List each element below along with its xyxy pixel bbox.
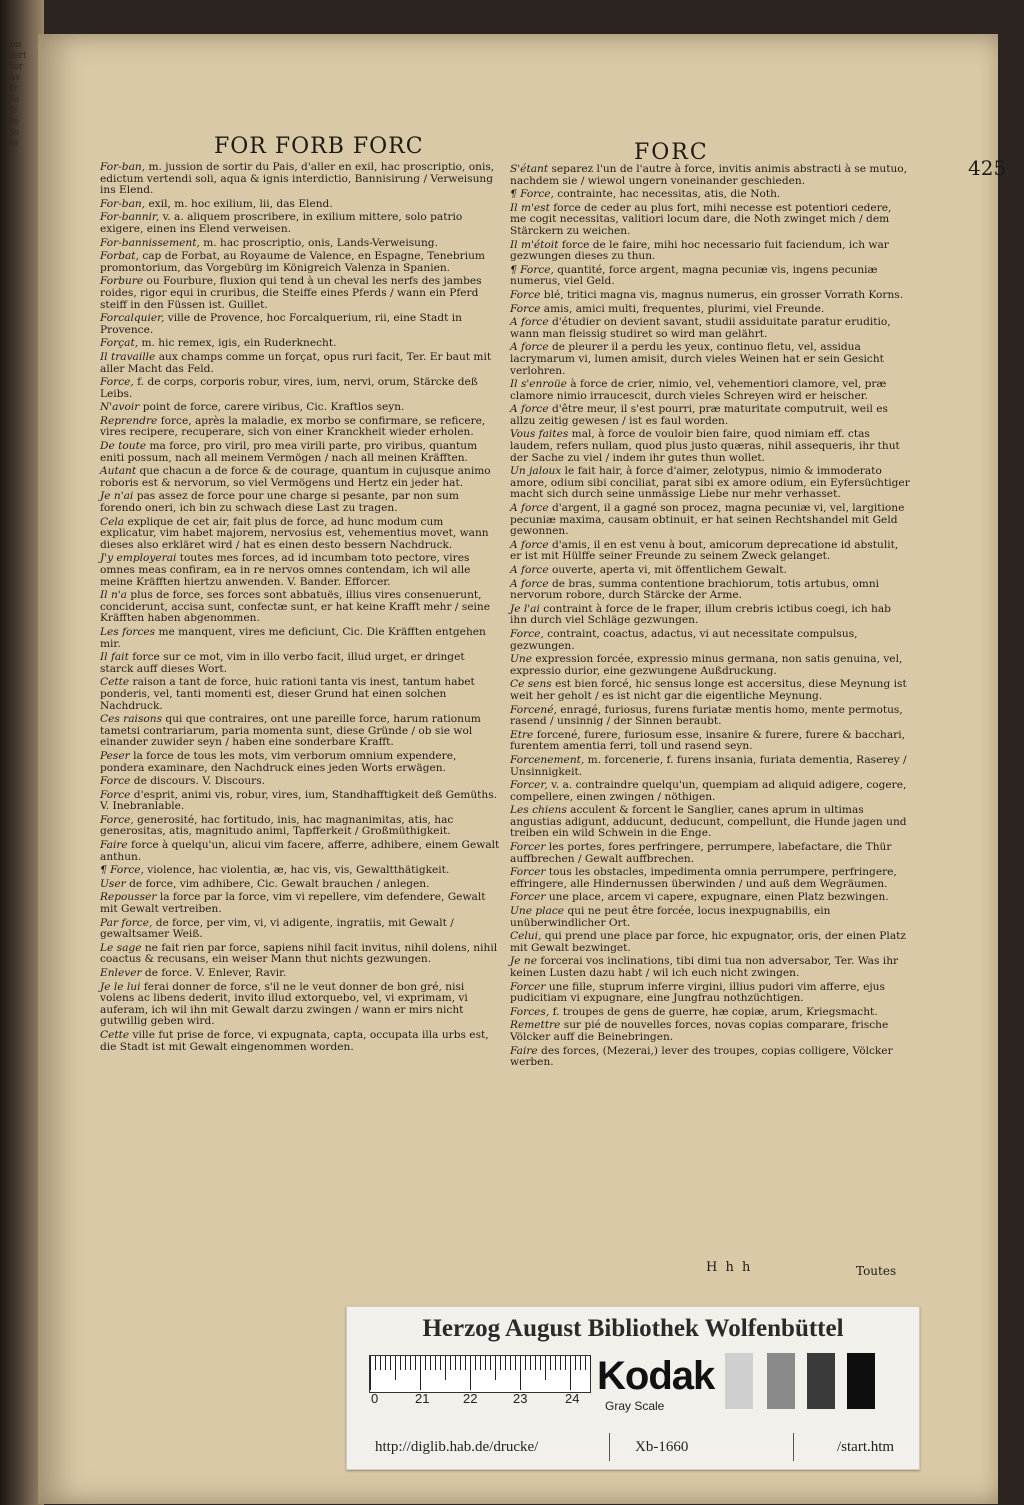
dictionary-entry [100,982,500,1028]
entry-text: le fait hair, à force d'aimer, zelotypus, nimio & immoderato amore, odium sibi conciliat, parat sibi ex amore odium, ein Eyfersüchtiger macht sich durch seine unmässige Liebe nur mehr verhasset. [510,465,910,501]
entry-text: de force. V. Enlever, Ravir. [144,967,287,979]
entry-text: f. troupes de gens de guerre, hæ copiæ, arum, Kriegsmacht. [552,1005,878,1018]
entry-text: forcené, furere, furiosum esse, insanire & furere, furere & bacchari, furentem amentia ferri, toll und rasend seyn. [510,728,905,753]
ruler-tick [400,1356,401,1370]
ruler-tick [440,1356,441,1370]
ruler-tick [380,1356,381,1370]
entry-headword: Un jaloux [510,465,562,478]
entry-text: tous les obstacles, impedimenta omnia perrumpere, perfringere, effringere, alle Hindernussen überwinden / und auß dem Wegräumen. [510,866,897,890]
dictionary-entry [100,517,500,552]
entry-text: force à quelqu'un, alicui vim facere, afferre, adhibere, einem Gewalt anthun. [100,839,500,863]
dictionary-entry [100,943,500,966]
start-url: /start.htm [837,1439,895,1455]
label-url-row [347,1433,919,1461]
entry-headword: Je n'ai [100,490,134,503]
ruler-numbers [369,1391,589,1409]
entry-headword: Faire [100,839,128,852]
ruler-tick [500,1356,501,1370]
entry-text: une fille, stuprum inferre virgini, illius pudori vim afferre, ejus pudicitiam vi expugnare, eine Jungfrau nothzüchtigen. [510,980,885,1005]
entry-text: forcerai vos inclinations, tibi dimi tua non adversabor, Ter. Was ihr keinen Lusten dazu habt / wil ich euch nicht zwingen. [510,955,899,979]
entry-headword: Forcer, [510,779,548,792]
entry-headword: Les chiens [510,804,567,817]
entry-text: à force de crier, nimio, vel, vehementiori clamore, vel, præ clamore nimio irraucescit, durch vieles Schreyen wird er heischer. [510,378,887,402]
entry-text: contraint, coactus, adactus, vi aut necessitate compulsus, gezwungen. [510,627,858,652]
dictionary-entry [510,931,910,954]
entry-headword: Je ne [510,955,537,968]
dictionary-page [38,34,1007,1504]
dictionary-entry [100,892,500,915]
ruler-tick [540,1356,541,1370]
entry-text: raison a tant de force, huic rationi tanta vis inest, tantum habet ponderis, vel, tanti momenti est, dieser Grund hat einen solchen Nachdruck. [100,676,475,712]
entry-headword: Remettre [510,1019,561,1032]
entry-text: ferai donner de force, s'il ne le veut donner de bon gré, nisi volens ac libens dederit, invito illud extorquebo, vel, vi exprimam, vi auferam, ich wil ihn mit Gewalt darzu zwingen / wann er mirs nicht gutwillig geben wird. [100,980,468,1028]
ruler-number: 0 [371,1391,379,1406]
dictionary-entry [510,290,910,302]
entry-headword: Force, [510,627,544,640]
dictionary-entry [510,1020,910,1043]
ruler-tick [405,1356,406,1370]
entry-headword: Forcer [510,980,546,993]
entry-headword: Forçat, [100,337,139,350]
ruler-tick [575,1356,576,1370]
entry-headword: Cela [100,515,125,528]
ruler-tick [470,1356,471,1390]
entry-text: force de ceder au plus fort, mihi necesse est potentiori cedere, me cogit necessitas, valitiori locum dare, die Noth zwinget mich / dem Stärckern zu weichen. [510,201,892,237]
entry-headword: Faire [510,1044,538,1057]
entry-text: les portes, fores perfringere, perrumpere, labefactare, die Thür auffbrechen / Gewalt auffbrechen. [510,841,892,865]
dictionary-entry [100,714,500,749]
dictionary-entry [510,892,910,904]
dictionary-entry [510,629,910,652]
ruler-tick [515,1356,516,1370]
dictionary-entry [510,730,910,753]
entry-headword: Reprendre [100,414,158,427]
dictionary-entry [510,579,910,602]
dictionary-entry [100,627,500,650]
entry-headword: Force [510,302,541,315]
entry-text: contrainte, hac necessitas, atis, die Noth. [557,188,781,201]
entry-text: f. de corps, corporis robur, vires, ium, nervi, orum, Stärcke deß Leibs. [100,376,478,400]
dictionary-entry [510,780,910,803]
ruler-tick [545,1356,546,1380]
running-head-left: FOR FORB FORC [214,134,424,159]
dictionary-entry [100,212,500,235]
gray-scale-caption: Gray Scale [605,1399,665,1413]
ruler-tick [495,1356,496,1380]
gray-swatch [847,1353,875,1409]
entry-headword: A force [510,577,549,590]
gray-swatch [767,1353,795,1409]
ruler-number: 23 [513,1391,528,1406]
entry-text: de force, vim adhibere, Cic. Gewalt brauchen / anlegen. [129,877,430,890]
dictionary-entry [100,441,500,464]
entry-headword: Forcer [510,866,546,879]
ruler-tick [525,1356,526,1370]
ruler-tick [585,1356,586,1370]
entry-headword: Il m'est [510,201,550,214]
dictionary-entry [510,705,910,728]
dictionary-entry [510,304,910,316]
ruler-tick [480,1356,481,1370]
entry-text: des forces, (Mezerai,) lever des troupes, copias colligere, Völcker werben. [510,1044,893,1069]
kodak-logo: Kodak [597,1354,715,1398]
right-column [510,164,910,1071]
ruler-number: 24 [565,1391,580,1406]
entry-headword: Enlever [100,967,142,979]
entry-text: acculent & forcent le Sanglier, canes aprum in ultimas angustias adigunt, adducunt, deducunt, compellunt, die Hunde jagen und treiben ein wild Schwein in die Enge. [510,804,907,840]
entry-headword: Il s'enroüe [510,378,567,391]
entry-headword: A force [510,538,549,551]
ruler-tick [465,1356,466,1370]
ruler-tick [370,1356,371,1390]
entry-headword: User [100,877,126,890]
dictionary-entry [100,815,500,838]
dictionary-entry [100,776,500,788]
entry-headword: Les forces [100,625,156,638]
entry-headword: Peser [100,749,130,762]
entry-text: aux champs comme un forçat, opus ruri facit, Ter. Er baut mit aller Macht das Feld. [100,350,492,375]
entry-text: une place, arcem vi capere, expugnare, einen Platz bezwingen. [548,891,889,904]
entry-text: m. forcenerie, f. furens insania, furiata dementia, Raserey / Unsinnigkeit. [510,753,907,778]
ruler-tick [590,1356,591,1370]
entry-text: la force de tous les mots, vim verborum omnium expendere, pondera examinare, den Nachdruck eines jeden Worts erwägen. [100,749,457,774]
dictionary-entry [510,982,910,1005]
entry-headword: Force, [100,376,134,389]
entry-text: pas assez de force pour une charge si pesante, par non sum forendo oneri, ich bin zu schwach diese Last zu tragen. [100,490,459,515]
dictionary-entry [100,352,500,375]
dictionary-entry [100,1030,500,1053]
entry-headword: Cette [100,676,130,689]
running-head-right: FORC [634,140,709,165]
entry-headword: ¶ Force, [510,188,554,201]
library-url: http://diglib.hab.de/drucke/ [375,1439,539,1455]
entry-text: de bras, summa contentione brachiorum, totis artubus, omni nervorum robore, durch Stärcke der Arme. [510,577,880,602]
gray-swatch [807,1353,835,1409]
dictionary-entry [510,379,910,402]
ruler-tick [475,1356,476,1370]
entry-text: explique de cet air, fait plus de force, ad hunc modum cum explicatur, vim habet majorem, nervosius est, vehementius movet, wann dieses also erkläret wird / hat es einen desto bessern Nachdruck. [100,515,489,551]
ruler-tick [485,1356,486,1370]
entry-headword: Il fait [100,651,129,664]
entry-text: expression forcée, expressio minus germana, non satis genuina, vel, expressio durior, eine gezwungene Außdruckung. [510,653,903,677]
ruler-tick [505,1356,506,1370]
entry-text: que chacun a de force & de courage, quantum in cujusque animo roboris est & nervorum, so viel Vermögens und Hertz ein jeder hat. [100,465,491,489]
entry-headword: Ce sens [510,678,552,691]
dictionary-entry [100,590,500,625]
entry-headword: Autant [100,465,137,478]
dictionary-entry [510,540,910,563]
entry-headword: ¶ Force, [510,263,554,276]
entry-headword: A force [510,403,549,416]
dictionary-entry [510,240,910,263]
entry-headword: Vous faites [510,428,569,441]
dictionary-entry [100,377,500,400]
entry-headword: Il m'étoit [510,238,559,251]
ruler-tick [455,1356,456,1370]
measurement-ruler [369,1355,591,1393]
dictionary-entry [100,251,500,274]
dictionary-entry [510,404,910,427]
entry-headword: A force [510,502,549,515]
entry-text: d'étudier on devient savant, studii assiduitate paratur eruditio, wann man fleissig studiret so wird man gelährt. [510,316,891,340]
entry-text: ma force, pro viril, pro mea virili parte, pro viribus, quantum eniti possum, nach all meinem Vermögen / nach all meinen Kräfften. [100,440,478,464]
spine-text: on fort for av fr fo fr fo fo lo [10,40,27,149]
catchword: Toutes [856,1264,897,1278]
entry-text: plus de force, ses forces sont abbatuës, illius vires consenuerunt, conciderunt, accisa sunt, confectæ sunt, er hat keine Krafft mehr / seine Kräfften haben abgenommen. [100,589,491,625]
dictionary-entry [100,652,500,675]
entry-headword: A force [510,316,549,329]
entry-headword: Une [510,653,533,666]
divider [609,1433,610,1461]
entry-text: force, après la maladie, ex morbo se confirmare, se reficere, vires recipere, recuperare, sich von einer Kranckheit wieder erholen. [100,414,486,439]
dictionary-entry [510,654,910,677]
entry-headword: Forcené, [510,703,557,716]
entry-headword: Forbure [100,275,144,288]
dictionary-entry [100,338,500,350]
dictionary-entry [510,189,910,201]
dictionary-entry [510,342,910,377]
entry-headword: Forcer [510,891,546,904]
dictionary-entry [100,416,500,439]
ruler-tick [430,1356,431,1370]
entry-text: cap de Forbat, au Royaume de Valence, en Espagne, Tenebrium promontorium, das Vorgebürg im Königreich Valenza in Spanien. [100,250,485,274]
dictionary-entry [100,865,500,877]
entry-headword: Force [100,788,131,801]
entry-headword: Cette [100,1028,130,1041]
entry-headword: Forcenement, [510,753,585,766]
dictionary-entry [510,906,910,929]
entry-text: m. jussion de sortir du Pais, d'aller en exil, hac proscriptio, onis, edictum vertendi soli, aqua & ignis interdictio, Bannisirung / Verweisung ins Elend. [100,161,495,197]
entry-text: d'argent, il a gagné son procez, magna pecuniæ vi, vel, largitione pecuniæ maxima, causam obtinuit, er hat seinen Rechtshandel mit Geld gewonnen. [510,502,905,538]
entry-headword: Le sage [100,941,142,954]
entry-text: quantité, force argent, magna pecuniæ vis, ingens pecuniæ numerus, viel Geld. [510,263,878,288]
entry-headword: For-ban, [100,197,146,210]
ruler-tick [560,1356,561,1370]
dictionary-entry [510,466,910,501]
entry-text: contraint à force de le fraper, illum crebris ictibus coegi, ich hab ihn durch viel Schläge gezwungen. [510,602,891,627]
dictionary-entry [510,317,910,340]
entry-text: qui prend une place par force, hic expugnator, oris, der einen Platz mit Gewalt bezwinget. [510,930,906,954]
ruler-tick [555,1356,556,1370]
entry-text: qui ne peut être forcée, locus inexpugnabilis, ein unüberwindlicher Ort. [510,905,831,929]
divider [793,1433,794,1461]
entry-headword: Je l'ai [510,602,540,615]
ruler-tick [420,1356,421,1390]
entry-text: me manquent, vires me deficiunt, Cic. Die Kräfften entgehen mir. [100,625,486,650]
entry-headword: Forcer [510,841,546,854]
gray-swatch [725,1353,753,1409]
ruler-tick [385,1356,386,1370]
entry-text: est bien forcé, hic sensus longe est accersitus, diese Meynung ist weit her geholt / es ist nicht gar die eigentliche Meynung. [510,678,907,702]
entry-headword: S'étant [510,163,549,175]
ruler-tick [565,1356,566,1370]
dictionary-entry [510,842,910,865]
ruler-tick [580,1356,581,1370]
ruler-tick [395,1356,396,1380]
entry-text: point de force, carere viribus, Cic. Kraftlos seyn. [142,401,405,414]
entry-text: v. a. aliquem proscribere, in exilium mittere, solo patrio exigere, einen ins Elend verweisen. [100,211,463,235]
ruler-tick [450,1356,451,1370]
entry-text: sur pié de nouvelles forces, novas copias comparare, frische Völcker auff die Beinebringen. [510,1019,889,1043]
ruler-tick [425,1356,426,1370]
dictionary-entry [100,918,500,941]
entry-headword: Forces, [510,1005,550,1018]
ruler-tick [530,1356,531,1370]
entry-headword: Force [510,288,541,301]
dictionary-entry [100,466,500,489]
entry-text: ville fut prise de force, vi expugnata, capta, occupata illa urbs est, die Stadt ist mit Gewalt eingenommen worden. [100,1028,489,1053]
entry-text: ne fait rien par force, sapiens nihil facit invitus, nihil dolens, nihil coactus & recusans, ein weiser Mann thut nichts gezwungen. [100,941,498,966]
entry-headword: For-ban, [100,161,146,173]
dictionary-entry [100,677,500,712]
shelfmark: Xb-1660 [635,1439,689,1455]
ruler-number: 21 [415,1391,430,1406]
entry-text: toutes mes forces, ad id incumbam toto pectore, vires omnes meas confiram, ea in re nervos omnes contendam, ich wil alle meine Kräfften hiertzu anwenden. V. Bander. Efforcer. [100,552,471,588]
entry-text: d'être meur, il s'est pourri, præ maturitate computruit, weil es allzu zeitig gewesen / ist es faul worden. [510,403,888,427]
entry-headword: Forbat, [100,250,139,263]
page-number: 425 [968,156,1007,180]
entry-text: ou Fourbure, fluxion qui tend à un cheval les nerfs des jambes roides, rigor equi in cruribus, die Steiffe eines Pferds / wann ein Pferd steiff in den Füssen ist. Guillet. [100,275,482,311]
dictionary-entry [510,755,910,778]
dictionary-entry [100,199,500,211]
entry-text: d'amis, il en est venu à bout, amicorum deprecatione id abstulit, er ist mit Hülffe seiner Freunde zu seinem Zweck gelanget. [510,538,899,563]
library-title: Herzog August Bibliothek Wolfenbüttel [422,1315,844,1342]
entry-headword: Je le lui [100,980,141,993]
entry-text: amis, amici multi, frequentes, plurimi, viel Freunde. [543,302,825,315]
dictionary-entry [510,1046,910,1069]
entry-text: m. hac proscriptio, onis, Lands-Verweisung. [203,236,438,249]
ruler-tick [410,1356,411,1370]
ruler-number: 22 [463,1391,478,1406]
entry-headword: Il travaille [100,350,156,363]
entry-text: m. hic remex, igis, ein Ruderknecht. [141,337,337,350]
entry-headword: De toute [100,440,147,453]
entry-headword: Par force, [100,916,153,929]
entry-text: de discours. V. Discours. [133,775,266,788]
dictionary-entry [510,164,910,187]
ruler-tick [415,1356,416,1370]
entry-text: d'esprit, animi vis, robur, vires, ium, Standhafftigkeit deß Gemüths. V. Inebranlable. [100,788,498,813]
dictionary-entry [510,503,910,538]
dictionary-entry [100,879,500,891]
dictionary-entry [100,313,500,336]
dictionary-entry [510,429,910,464]
entry-text: de force, per vim, vi, vi adigente, ingratiis, mit Gewalt / gewaltsamer Weiß. [100,916,454,941]
dictionary-entry [510,867,910,890]
entry-text: violence, hac violentia, æ, hac vis, vis, Gewaltthätigkeit. [147,864,450,877]
entry-text: qui que contraires, ont une pareille force, harum rationum tametsi contrariarum, paria momenta sunt, diese Gründe / ob sie wol einander zuwider seyn / haben eine sonderbare Krafft. [100,713,481,749]
ruler-tick [520,1356,521,1390]
ruler-tick [570,1356,571,1390]
dictionary-entry [510,1007,910,1019]
entry-headword: Repousser [100,891,157,904]
entry-text: force sur ce mot, vim in illo verbo facit, illud urget, er dringet starck auff dieses Wort. [100,651,465,675]
dictionary-entry [510,265,910,288]
signature-mark: H h h [706,1260,753,1275]
dictionary-entry [100,751,500,774]
entry-headword: Etre [510,728,534,741]
entry-text: generosité, hac fortitudo, inis, hac magnanimitas, atis, hac generositas, atis, magnitudo animi, Tapfferkeit / Großmüthigkeit. [100,813,454,838]
entry-headword: ¶ Force, [100,864,144,877]
ruler-tick [460,1356,461,1370]
dictionary-entry [510,565,910,577]
archive-label [346,1306,920,1470]
entry-text: blé, tritici magna vis, magnus numerus, ein grosser Vorrath Korns. [543,288,904,301]
entry-text: enragé, furiosus, furens furiatæ mentis homo, mente permotus, rasend / unsinnig / der Sinnen beraubt. [510,703,903,728]
entry-headword: Il n'a [100,589,127,602]
entry-headword: For-bannissement, [100,236,200,249]
entry-headword: A force [510,564,549,576]
ruler-tick [510,1356,511,1370]
entry-text: la force par la force, vim vi repellere, vim defendere, Gewalt mit Gewalt vertreiben. [100,891,486,916]
entry-headword: For-bannir, [100,211,160,224]
entry-text: ville de Provence, hoc Forcalquerium, rii, eine Stadt in Provence. [100,312,462,336]
entry-text: de pleurer il a perdu les yeux, continuo fletu, vel, assidua lacrymarum vi, lumen amisit, durch vieles Weinen hat er sein Gesicht verlohren. [510,341,884,377]
dictionary-entry [100,840,500,863]
entry-text: exil, m. hoc exilium, lii, das Elend. [148,197,333,210]
entry-headword: Forcalquier, [100,312,165,325]
dictionary-entry [510,805,910,840]
ruler-tick [375,1356,376,1370]
entry-headword: Force [100,775,131,788]
ruler-tick [390,1356,391,1370]
left-column [100,162,500,1055]
entry-headword: N'avoir [100,401,140,414]
dictionary-entry [510,956,910,979]
dictionary-entry [100,968,500,980]
dictionary-entry [100,553,500,588]
dictionary-entry [510,604,910,627]
ruler-tick [435,1356,436,1370]
dictionary-entry [100,238,500,250]
entry-headword: Une place [510,905,565,918]
entry-text: ouverte, aperta vi, mit öffentlichem Gewalt. [551,564,787,576]
entry-headword: Force, [100,813,134,826]
ruler-tick [550,1356,551,1370]
ruler-tick [490,1356,491,1370]
dictionary-entry [100,402,500,414]
entry-text: force de le faire, mihi hoc necessario fuit faciendum, ich war gezwungen dieses zu thun. [510,238,889,263]
dictionary-entry [100,790,500,813]
dictionary-entry [100,276,500,311]
dictionary-entry [510,203,910,238]
dictionary-entry [510,679,910,702]
dictionary-entry [100,491,500,514]
ruler-tick [535,1356,536,1370]
entry-text: mal, à force de vouloir bien faire, quod nimiam eff. ctas laudem, refers nullam, quod plus justo quæras, nihil assequeris, ihr thut der Sache zu viel / indem ihr gutes thun wollet. [510,428,900,464]
ruler-tick [445,1356,446,1380]
entry-headword: Celui, [510,930,542,943]
entry-headword: J'y employerai [100,552,177,565]
dictionary-entry [100,162,500,197]
entry-headword: Ces raisons [100,713,163,726]
entry-text: v. a. contraindre quelqu'un, quempiam ad aliquid adigere, cogere, compellere, einen zwingen / nöthigen. [510,779,907,803]
entry-headword: A force [510,341,549,354]
entry-text: separez l'un de l'autre à force, invitis animis abstracti à se mutuo, nachdem sie / wiewol ungern voneinander geschieden. [510,163,908,187]
